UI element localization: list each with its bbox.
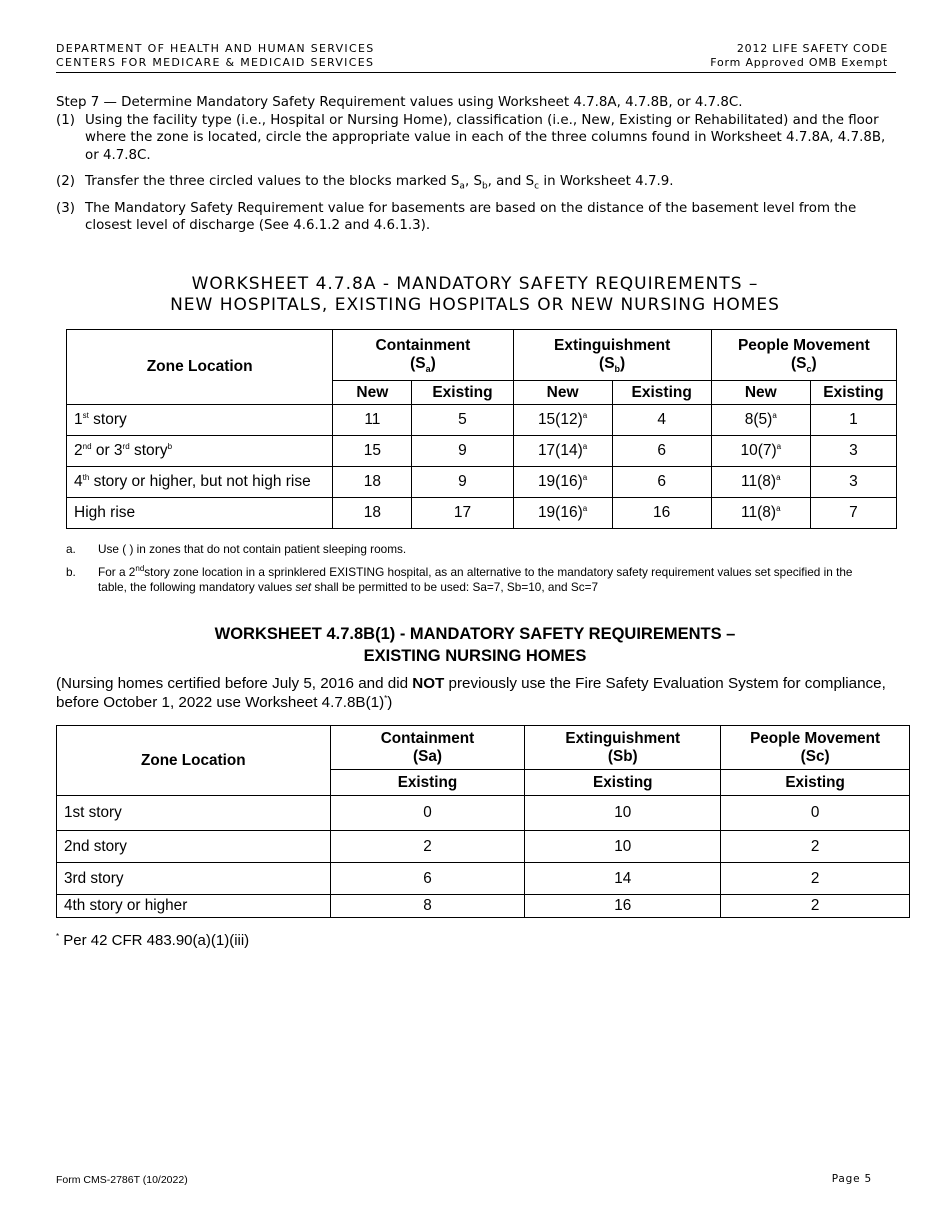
group-symbol: (Sc) — [800, 747, 830, 765]
table-row — [67, 436, 897, 467]
item-number: (1) — [56, 112, 75, 128]
subscript: a — [459, 181, 465, 192]
cell-value: 11(8) — [741, 473, 777, 490]
text-segment: (Nursing homes certified before July 5, 2016 and did — [56, 675, 413, 692]
people-movement-existing-cell: 3 — [810, 436, 896, 467]
text-segment: , and S — [487, 174, 535, 189]
footnote-marker: * — [384, 693, 388, 703]
text-segment: High rise — [74, 504, 136, 521]
extinguishment-new-cell — [513, 436, 612, 467]
cell-value: 10(7) — [740, 442, 777, 459]
zone-location-header: Zone Location — [67, 330, 333, 405]
extinguishment-header — [525, 726, 721, 770]
zone-location-cell: 4th story or higher — [57, 895, 331, 918]
extinguishment-header — [513, 330, 711, 381]
step-7-instructions — [56, 94, 896, 235]
superscript: b — [167, 441, 173, 451]
superscript: a — [582, 503, 588, 513]
containment-existing-cell: 17 — [412, 498, 513, 529]
worksheet-b-table — [56, 725, 910, 918]
symbol-sub: a — [425, 364, 431, 375]
containment-existing-header: Existing — [412, 381, 513, 405]
extinguishment-existing-header: Existing — [612, 381, 711, 405]
form-number: Form CMS-2786T (10/2022) — [56, 1174, 188, 1186]
zone-location-cell: 3rd story — [57, 863, 331, 895]
extinguishment-new-header: New — [513, 381, 612, 405]
containment-existing-cell: 2 — [330, 831, 525, 863]
agency-line-2: CENTERS FOR MEDICARE & MEDICAID SERVICES — [56, 56, 375, 69]
superscript: nd — [82, 441, 92, 451]
zone-location-cell: 2nd story — [57, 831, 331, 863]
superscript: a — [772, 410, 777, 420]
group-label: Extinguishment — [553, 337, 671, 354]
extinguishment-existing-header: Existing — [525, 770, 721, 796]
agency-header — [56, 42, 375, 70]
group-label: People Movement — [750, 729, 881, 747]
worksheet-b-intro — [56, 675, 896, 712]
cell-value: 15(12) — [537, 411, 583, 428]
zone-location-cell: 1st story — [57, 796, 331, 831]
text-segment: shall be permitted to be used: Sa=7, Sb=10, and Sc=7 — [311, 580, 599, 594]
cell-value: 8(5) — [744, 411, 773, 428]
containment-new-cell: 18 — [333, 467, 412, 498]
containment-existing-cell: 5 — [412, 405, 513, 436]
zone-location-header: Zone Location — [57, 726, 331, 796]
people-movement-existing-cell: 2 — [721, 831, 910, 863]
table-row — [67, 405, 897, 436]
footnote-marker: * — [56, 932, 60, 941]
worksheet-b-body — [57, 796, 910, 918]
symbol-sub: c — [806, 364, 812, 375]
text-segment: story — [88, 411, 127, 428]
note-b — [66, 565, 866, 596]
omb-status: Form Approved OMB Exempt — [710, 56, 888, 69]
symbol-sub: b — [614, 364, 621, 375]
text-segment: story or higher, but not high rise — [89, 473, 311, 490]
step-7-item-2 — [56, 173, 896, 191]
worksheet-a-table — [66, 329, 897, 529]
table-row — [57, 895, 910, 918]
text-segment: , S — [464, 174, 482, 189]
table-row — [67, 467, 897, 498]
people-movement-new-cell — [711, 405, 810, 436]
superscript: st — [82, 410, 89, 420]
symbol-text: (S — [599, 355, 615, 372]
title-line-2: NEW HOSPITALS, EXISTING HOSPITALS OR NEW NURSING HOMES — [170, 295, 780, 315]
text-segment: story — [129, 442, 168, 459]
header-divider — [56, 72, 896, 73]
people-movement-new-cell — [711, 467, 810, 498]
footnote — [56, 932, 249, 949]
people-movement-header — [711, 330, 896, 381]
people-movement-existing-header: Existing — [721, 770, 910, 796]
zone-location-cell — [67, 436, 333, 467]
extinguishment-existing-cell: 14 — [525, 863, 721, 895]
group-symbol: (Sb) — [607, 747, 638, 765]
table-row — [67, 498, 897, 529]
footnote-text: Per 42 CFR 483.90(a)(1)(iii) — [59, 932, 250, 949]
group-symbol — [514, 355, 711, 373]
title-line-1: WORKSHEET 4.7.8A - MANDATORY SAFETY REQUIREMENTS – — [191, 274, 759, 294]
people-movement-new-cell — [711, 436, 810, 467]
containment-existing-header: Existing — [330, 770, 525, 796]
containment-existing-cell: 6 — [330, 863, 525, 895]
extinguishment-existing-cell: 16 — [612, 498, 711, 529]
text-segment: 2 — [74, 442, 83, 459]
extinguishment-existing-cell: 10 — [525, 831, 721, 863]
item-number: (2) — [56, 174, 75, 189]
extinguishment-new-cell — [513, 405, 612, 436]
containment-header — [333, 330, 513, 381]
people-movement-existing-cell: 2 — [721, 895, 910, 918]
superscript: a — [582, 410, 588, 420]
text-segment: story zone location in a sprinklered EXISTING hospital, as an alternative to the mandatory safety requirement values set specified in the table, the following mandatory values — [98, 564, 853, 594]
code-edition: 2012 LIFE SAFETY CODE — [736, 42, 888, 55]
title-line-1: WORKSHEET 4.7.8B(1) - MANDATORY SAFETY REQUIREMENTS – — [214, 625, 736, 643]
superscript: a — [776, 472, 781, 482]
people-movement-existing-cell: 2 — [721, 863, 910, 895]
step-7-item-3 — [56, 200, 896, 235]
symbol-close: ) — [620, 355, 626, 372]
worksheet-a-body — [67, 405, 897, 529]
zone-location-cell — [67, 405, 333, 436]
extinguishment-existing-cell: 4 — [612, 405, 711, 436]
form-header — [710, 42, 888, 70]
symbol-close: ) — [430, 355, 436, 372]
subscript: b — [481, 181, 488, 192]
extinguishment-existing-cell: 6 — [612, 467, 711, 498]
group-symbol — [712, 355, 896, 373]
group-symbol: (Sa) — [413, 747, 442, 765]
group-label: Extinguishment — [565, 729, 681, 747]
item-text: The Mandatory Safety Requirement value for basements are based on the distance of the basement level from the closest level of discharge (See 4.6.1.2 and 4.6.1.3). — [85, 200, 857, 233]
text-segment: previously use the Fire Safety Evaluation System for compliance, before October 1, 2022 use Worksheet 4.7.8B(1) — [56, 675, 886, 711]
group-symbol — [333, 355, 512, 373]
note-letter: a. — [66, 542, 76, 556]
containment-existing-cell: 0 — [330, 796, 525, 831]
worksheet-a-notes — [66, 542, 866, 603]
extinguishment-existing-cell: 10 — [525, 796, 721, 831]
worksheet-b-title — [56, 623, 894, 667]
people-movement-existing-cell: 3 — [810, 467, 896, 498]
page-number: Page 5 — [831, 1173, 872, 1185]
item-text — [85, 173, 896, 191]
group-label: People Movement — [737, 337, 870, 354]
table-row — [57, 863, 910, 895]
superscript: rd — [122, 441, 130, 451]
people-movement-existing-cell: 0 — [721, 796, 910, 831]
worksheet-a-title — [56, 274, 894, 316]
people-movement-new-header: New — [711, 381, 810, 405]
table-row — [57, 831, 910, 863]
note-a — [66, 542, 866, 558]
cell-value: 19(16) — [537, 473, 583, 490]
superscript: a — [776, 503, 781, 513]
symbol-text: (S — [791, 355, 807, 372]
title-line-2: EXISTING NURSING HOMES — [363, 647, 587, 665]
agency-line-1: DEPARTMENT OF HEALTH AND HUMAN SERVICES — [56, 42, 375, 55]
step-7-intro: Step 7 — Determine Mandatory Safety Requirement values using Worksheet 4.7.8A, 4.7.8B, or 4.7.8C. — [56, 95, 743, 110]
extinguishment-existing-cell: 6 — [612, 436, 711, 467]
text-segment: 1 — [74, 411, 83, 428]
zone-location-cell — [67, 467, 333, 498]
superscript: nd — [135, 563, 145, 573]
extinguishment-new-cell — [513, 498, 612, 529]
note-text: Use ( ) in zones that do not contain patient sleeping rooms. — [98, 542, 407, 556]
step-7-item-1 — [56, 112, 896, 165]
superscript: th — [82, 472, 90, 482]
emphasis: set — [295, 580, 312, 594]
people-movement-header — [721, 726, 910, 770]
superscript: a — [776, 441, 782, 451]
symbol-close: ) — [811, 355, 817, 372]
people-movement-existing-header: Existing — [810, 381, 896, 405]
superscript: a — [582, 472, 588, 482]
people-movement-new-cell — [711, 498, 810, 529]
containment-existing-cell: 9 — [412, 467, 513, 498]
containment-existing-cell: 9 — [412, 436, 513, 467]
subscript: c — [534, 181, 540, 192]
people-movement-existing-cell: 1 — [810, 405, 896, 436]
cell-value: 11(8) — [741, 504, 777, 521]
table-row — [57, 796, 910, 831]
superscript: a — [582, 441, 588, 451]
text-segment: Transfer the three circled values to the blocks marked S — [85, 174, 460, 189]
extinguishment-existing-cell: 16 — [525, 895, 721, 918]
containment-new-cell: 18 — [333, 498, 412, 529]
containment-new-cell: 15 — [333, 436, 412, 467]
group-label: Containment — [375, 337, 471, 354]
zone-location-cell — [67, 498, 333, 529]
containment-new-header: New — [333, 381, 412, 405]
text-segment: in Worksheet 4.7.9. — [539, 174, 674, 189]
text-segment: or 3 — [91, 442, 123, 459]
containment-existing-cell: 8 — [330, 895, 525, 918]
people-movement-existing-cell: 7 — [810, 498, 896, 529]
extinguishment-new-cell — [513, 467, 612, 498]
text-segment: 4 — [74, 473, 83, 490]
note-text — [98, 565, 866, 596]
cell-value: 19(16) — [537, 504, 583, 521]
emphasis-not: NOT — [412, 675, 445, 692]
item-number: (3) — [56, 200, 75, 216]
item-text: Using the facility type (i.e., Hospital or Nursing Home), classification (i.e., New, Existing or Rehabilitated) and the floor where the zone is located, circle the appropriate value in each of the three columns found in Worksheet 4.7.8A, 4.7.8B, or 4.7.8C. — [85, 112, 886, 163]
symbol-text: (S — [410, 355, 426, 372]
containment-new-cell: 11 — [333, 405, 412, 436]
note-letter: b. — [66, 564, 76, 579]
text-segment: ) — [387, 693, 393, 711]
cell-value: 17(14) — [537, 442, 583, 459]
group-label: Containment — [380, 729, 475, 747]
containment-header — [330, 726, 525, 770]
text-segment: For a 2 — [98, 564, 136, 579]
